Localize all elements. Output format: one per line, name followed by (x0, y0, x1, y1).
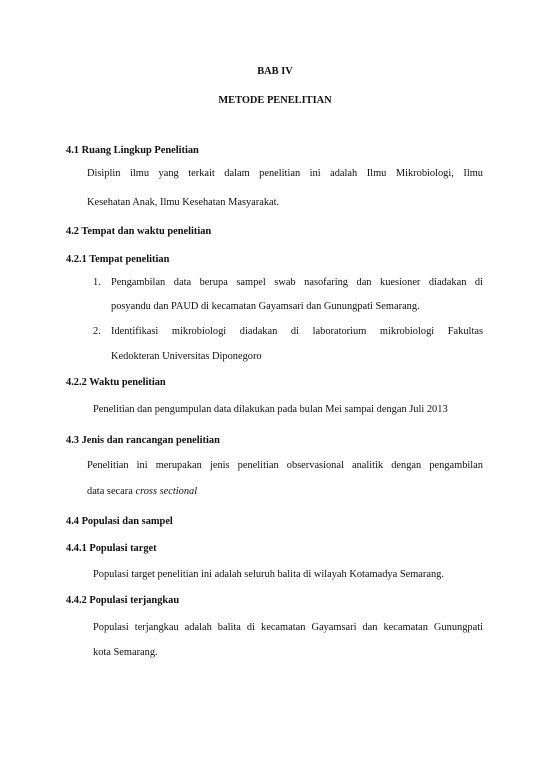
list-item-1-line-1: Pengambilan data berupa sampel swab nasofaring dan kuesioner diadakan di (111, 277, 483, 288)
section-4-4-1-line-1: Populasi target penelitian ini adalah seluruh balita di wilayah Kotamadya Semarang. (93, 569, 444, 580)
section-4-2-1-heading: 4.2.1 Tempat penelitian (66, 254, 170, 265)
chapter-number: BAB IV (257, 66, 293, 77)
list-item-1-line-2: posyandu dan PAUD di kecamatan Gayamsari dan Gunungpati Semarang. (111, 301, 420, 312)
section-4-3-heading: 4.3 Jenis dan rancangan penelitian (66, 435, 220, 446)
list-item-1-number: 1. (93, 277, 101, 288)
chapter-title: METODE PENELITIAN (218, 95, 332, 106)
section-4-2-2-line-1: Penelitian dan pengumpulan data dilakukan pada bulan Mei sampai dengan Juli 2013 (93, 404, 448, 415)
section-4-3-line-2-prefix: data secara (87, 486, 136, 497)
section-4-4-2-heading: 4.4.2 Populasi terjangkau (66, 595, 180, 606)
list-item-2-line-1: Identifikasi mikrobiologi diadakan di laboratorium mikrobiologi Fakultas (111, 326, 483, 337)
section-4-4-heading: 4.4 Populasi dan sampel (66, 516, 173, 527)
section-4-3-line-2 (87, 486, 197, 497)
section-4-1-heading: 4.1 Ruang Lingkup Penelitian (66, 145, 199, 156)
section-4-2-heading: 4.2 Tempat dan waktu penelitian (66, 226, 212, 237)
cross-sectional-term: cross sectional (135, 486, 198, 497)
section-4-4-1-heading: 4.4.1 Populasi target (66, 543, 157, 554)
section-4-1-line-2: Kesehatan Anak, Ilmu Kesehatan Masyarakat. (87, 197, 280, 208)
section-4-2-2-heading: 4.2.2 Waktu penelitian (66, 377, 166, 388)
section-4-3-line-1: Penelitian ini merupakan jenis penelitian observasional analitik dengan pengambilan (87, 460, 483, 471)
section-4-1-line-1: Disiplin ilmu yang terkait dalam penelitian ini adalah Ilmu Mikrobiologi, Ilmu (87, 168, 483, 179)
list-item-2-number: 2. (93, 326, 101, 337)
section-4-4-2-line-2: kota Semarang. (93, 647, 158, 658)
section-4-4-2-line-1: Populasi terjangkau adalah balita di kecamatan Gayamsari dan kecamatan Gunungpati (93, 622, 483, 633)
list-item-2-line-2: Kedokteran Universitas Diponegoro (111, 351, 262, 362)
